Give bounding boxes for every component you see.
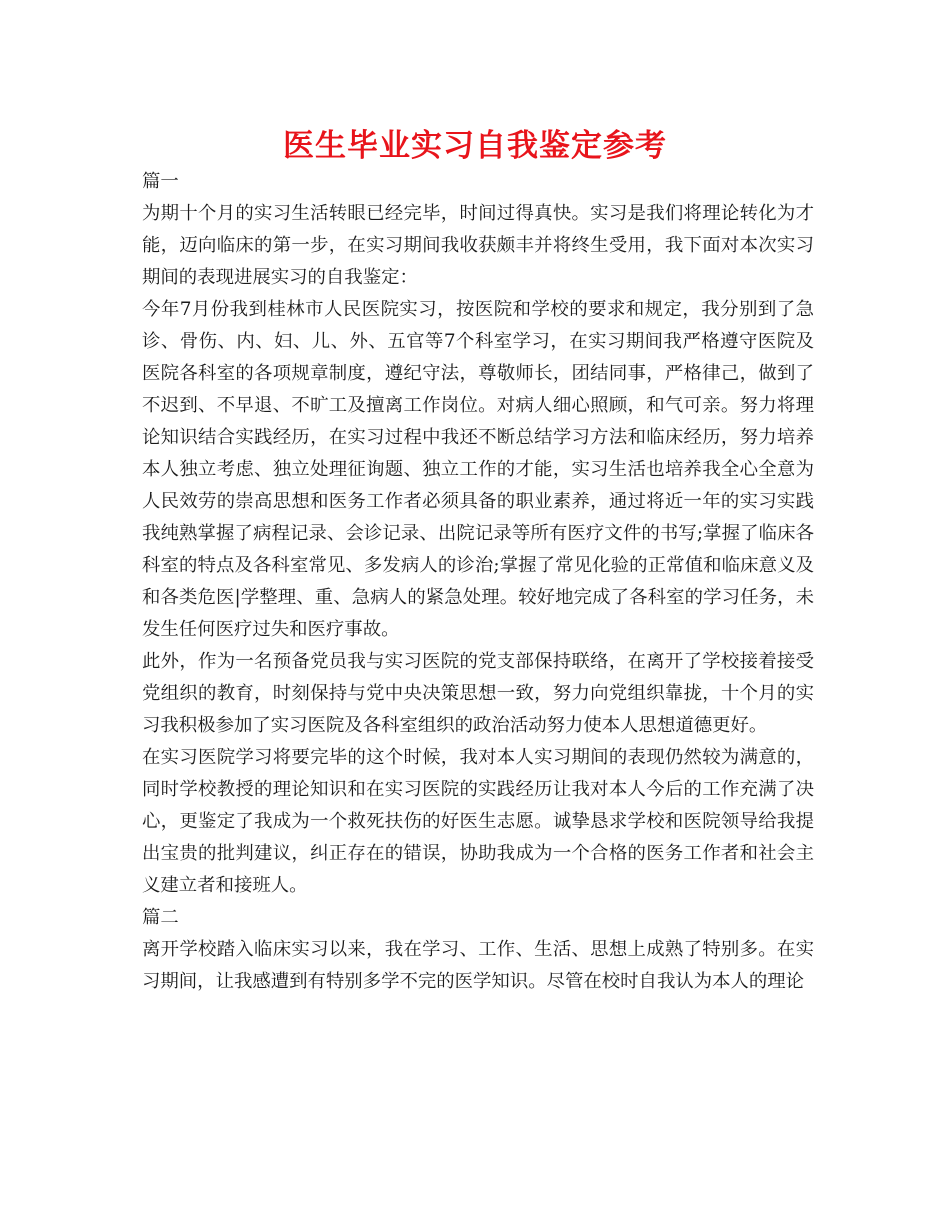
paragraph: 此外，作为一名预备党员我与实习医院的党支部保持联络，在离开了学校接着接受党组织的教育，时刻保持与党中央决策思想一致，努力向党组织靠拢，十个月的实习我积极参加了实习医院及各科室组织的政治活动努力使本人思想道德更好。 [142, 651, 814, 736]
section-label-1: 篇一 [142, 171, 179, 192]
section-label-2: 篇二 [142, 907, 179, 928]
paragraph: 今年7月份我到桂林市人民医院实习，按医院和学校的要求和规定，我分别到了急诊、骨伤、内、妇、儿、外、五官等7个科室学习，在实习期间我严格遵守医院及医院各科室的各项规章制度，遵纪守法，尊敬师长，团结同事，严格律己，做到了不迟到、不早退、不旷工及擅离工作岗位。对病人细心照顾，和气可亲。努力将理论知识结合实践经历，在实习过程中我还不断总结学习方法和临床经历，努力培养本人独立考虑、独立处理征询题、独立工作的才能，实习生活也培养我全心全意为人民效劳的崇高思想和医务工作者必须具备的职业素养，通过将近一年的实习实践我纯熟掌握了病程记录、会诊记录、出院记录等所有医疗文件的书写;掌握了临床各科室的特点及各科室常见、多发病人的诊治;掌握了常见化验的正常值和临床意义及和各类危医|学整理、重、急病人的紧急处理。较好地完成了各科室的学习任务，未发生任何医疗过失和医疗事故。 [142, 299, 814, 640]
document-title: 医生毕业实习自我鉴定参考 [283, 128, 667, 164]
paragraph: 离开学校踏入临床实习以来，我在学习、工作、生活、思想上成熟了特别多。在实习期间，让我感遭到有特别多学不完的医学知识。尽管在校时自我认为本人的理论 [142, 939, 814, 992]
paragraph: 在实习医院学习将要完毕的这个时候，我对本人实习期间的表现仍然较为满意的，同时学校教授的理论知识和在实习医院的实践经历让我对本人今后的工作充满了决心，更鉴定了我成为一个救死扶伤的好医生志愿。诚挚恳求学校和医院领导给我提出宝贵的批判建议，纠正存在的错误，协助我成为一个合格的医务工作者和社会主义建立者和接班人。 [142, 747, 814, 896]
paragraph: 为期十个月的实习生活转眼已经完毕，时间过得真快。实习是我们将理论转化为才能，迈向临床的第一步，在实习期间我收获颇丰并将终生受用，我下面对本次实习期间的表现进展实习的自我鉴定： [142, 203, 814, 288]
document-body [142, 166, 814, 998]
